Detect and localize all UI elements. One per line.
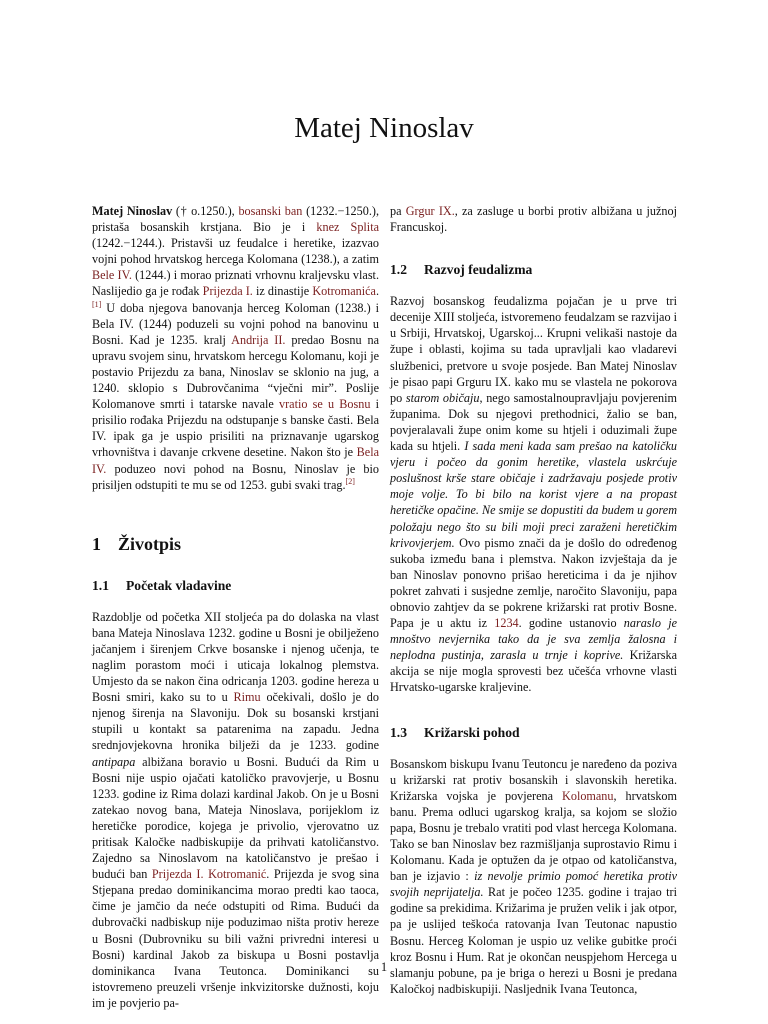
- section-heading-zivotpis: [92, 533, 379, 555]
- subsection-number: 1.3: [390, 724, 407, 740]
- text: Križarska akcija se nije mogla sprovesti bez učešća vrhovne vlasti Hrvatsko-ugarske kraljevine.: [390, 648, 677, 695]
- reference-2[interactable]: [2]: [345, 476, 355, 486]
- subsection-title: Početak vladavine: [126, 577, 232, 593]
- subsection-title: Križarski pohod: [424, 724, 520, 740]
- link-knez-splita[interactable]: knez Splita: [316, 220, 379, 235]
- link-bela-iv-2[interactable]: Bela IV.: [92, 445, 379, 476]
- reference-1[interactable]: [1]: [92, 299, 102, 309]
- link-bosanski-ban[interactable]: bosanski ban: [238, 204, 303, 218]
- italic-quote: I sada meni kada sam prešao na katoličku vjeru i počeo da gonim heretike, vlastela uskrćuje poslušnost krše stare običaje i zadržavaju posjede protiv moje volje. To bi bilo na korist vjere a na propast heretičke opačine. Ne smije se dopustiti da budem u gorem položaju nego što su bili moji preci zaraženi heretičkim krivovjerjem.: [390, 439, 678, 550]
- text: , hrvatskom banu. Prema odluci ugarskog kralja, sa kojom se složio papa, Bosnu je trebalo vratiti pod vlast hercega Kolomana. Tako se ban Ninoslav bez razmišljanja suprostavio Rimu i Kolomanu. Kada je optužen da je otpao od katoličanstva, ban je izjavio :: [390, 788, 677, 884]
- text: U doba njegova banovanja herceg Koloman (1238.) i Bela IV. (1244) poduzeli su vojni pohod na banovinu u Bosni. Kad je 1235. kralj: [92, 300, 379, 347]
- subsection-title: Razvoj feudalizma: [424, 262, 533, 278]
- link-kotromanica[interactable]: Kotromanića: [312, 284, 376, 299]
- text: , za zasluge u borbi protiv albižana u južnoj Francuskoj.: [390, 204, 677, 235]
- text: albižana boravio u Bosni. Budući da Rim u Bosni nije uspio ojačati katoličko pravovjerje, u Bosnu 1233. godine iz Rima dolazi kardinal Jakob. On je u Bosni zatekao novog bana, Mateja Ninoslava, porijeklom iz heretičke porodice, kojega je privolio, vjerovatno uz pritisak Kaločke nadbiskupije da prihvati katoličanstvo. Zajedno sa Ninoslavom na katoličanstvo je prešao i budući ban: [92, 754, 379, 882]
- left-column: [92, 203, 379, 1011]
- section-title: Životpis: [118, 533, 182, 554]
- text: predao Bosnu na upravu svojem sinu, hrvatskom hercegu Kolomanu, koji je postavio Prijezdu za bana, Ninoslav se sklonio na jug, a 1240. sklopio s Dubrovčanima “vječni mir”. Poslije Kolomanove smrti i tatarske navale: [92, 332, 379, 412]
- link-bela-iv[interactable]: Bele IV.: [92, 268, 132, 283]
- page-number: 1: [380, 960, 388, 974]
- link-prijezda-i[interactable]: Prijezda I.: [202, 284, 253, 299]
- subsection-number: 1.2: [390, 262, 407, 278]
- subject-name: Matej Ninoslav: [92, 204, 173, 218]
- text: i prisilio rođaka Prijezdu na odstupanje s banske časti. Bela IV. ipak ga je uspio prisiliti na priznavanje ugarskog vrhovništva i davanje crkvene desetine. Nakon što je: [92, 397, 379, 460]
- text: . Prijezda je svog sina Stjepana predao dominikancima morao predti kao taoca, čime je jamčio da neće odstupiti od Rima. Budući da dubrovački nadbiskup nije poduzimao ništa protiv hereze u Bosni (Dubrovniku su bili važni privredni interesi u Bosni) kardinal Jakob za biskupa u Bosni postavlja dominikanca Ivana Teutonca. Dominikanci su istovremeno preuzeli vršenje inkvizitorske dužnosti, koju im je povjerio pa-: [92, 867, 379, 1010]
- text: († o.1250.),: [172, 204, 239, 218]
- italic-text: antipapa: [92, 754, 136, 769]
- italic-quote: iz nevolje primio pomoć heretika protiv svojih neprijatelja.: [390, 869, 678, 900]
- page-title: Matej Ninoslav: [294, 112, 474, 144]
- subsection-heading-krizarski-pohod: [390, 724, 677, 742]
- text: Ovo pismo znači da je došlo do određenog sukoba između bana i plemstva. Nakon izvještaja da je ban Ninoslav ponovno prišao hereticima i da je njihov pokret zahvati i susjedne zemlje, naročito Slavoniju, papa obnovio zahtjev da se pokrene križarski rat protiv Bosne. Papa je u aktu iz: [390, 535, 677, 631]
- continued-paragraph: [390, 203, 677, 235]
- text: Razvoj bosanskog feudalizma pojačan je u prve tri decenije XIII stoljeća, istvoremeno feudalzam se razvijao i u Srbiji, Hrvatskoj, Ugarskoj... Krupni velikaši nastoje da župe i oblasti, kojima su tada upravljali kao vladarevi službenici, pretvore u svoje posjede. Ban Matej Ninoslav je pisao papi Grguru IX. kako mu se vlastela ne pokorova po: [390, 294, 677, 405]
- link-vratio-se-u-bosnu[interactable]: vratio se u Bosnu: [279, 397, 371, 412]
- link-grgur-ix[interactable]: Grgur IX.: [405, 204, 455, 218]
- section-number: 1: [92, 533, 101, 554]
- text: (1242.−1244.). Pristavši uz feudalce i heretike, izazvao vojni pohod hrvatskog hercega Kolomana (1238.), a zatim: [92, 236, 379, 267]
- paragraph-razvoj-feudalizma: [390, 293, 677, 695]
- link-andrija-ii[interactable]: Andrija II.: [231, 332, 286, 347]
- paragraph-pocetak-vladavine: [92, 609, 379, 1011]
- text: . godine ustanovio: [518, 616, 624, 631]
- text: .: [375, 284, 379, 299]
- text: , nego samostalnoupravljaju povjerenim županima. Dok su njegovi prethodnici, žalio se ban, povjeralavali župe onim kome su htjeli i oduzimali župe kada su htjeli.: [390, 390, 677, 454]
- text: Razdoblje od početka XII stoljeća pa do dolaska na vlast bana Mateja Ninoslava 1232. godine u Bosni je obilježeno jačanjem i širenjem Crkve bosanske i njenog učenja, te naglim porastom moći i uticaja lokalnog plemstva. Umjesto da se nakon čina odricanja 1203. godine hereza u Bosni smiri, kako su to u: [92, 609, 379, 705]
- text: (1232.−1250.), pristaša bosanskih krstjana. Bio je i: [92, 204, 379, 235]
- link-1234[interactable]: 1234: [494, 616, 519, 631]
- link-rimu[interactable]: Rimu: [233, 690, 261, 705]
- text: očekivali, došlo je do njenog širenja na Slavoniju. Dok su bosanski krstjani stupili u kontakt sa patarenima na zapadu. Jedna srednjovjekovna hronika bilježi da je 1233. godine: [92, 690, 379, 753]
- text: Bosanskom biskupu Ivanu Teutoncu je naređeno da poziva u križarski rat protiv bosanskih i slavonskih heretika. Križarska vojska je povjerena: [390, 756, 677, 803]
- text: (1244.) i morao priznati vrhovnu kraljevsku vlast. Naslijedio ga je rođak: [92, 268, 379, 299]
- subsection-heading-pocetak-vladavine: [92, 577, 379, 595]
- text: pa: [390, 204, 406, 218]
- subsection-number: 1.1: [92, 577, 109, 593]
- intro-paragraph: [92, 203, 379, 493]
- subsection-heading-razvoj-feudalizma: [390, 261, 677, 279]
- link-kolomanu[interactable]: Kolomanu: [562, 788, 614, 803]
- link-prijezda-i-kotromanic[interactable]: Prijezda I. Kotromanić: [151, 867, 267, 882]
- italic-text: starom običaju: [405, 390, 480, 405]
- right-column: [390, 203, 677, 997]
- text: Rat je počeo 1235. godine i trajao tri godine sa prekidima. Križarima je pružen velik i jak otpor, pa je uslijed teškoća ratovanja Ivan Teutonac napustio Bosnu. Herceg Koloman je uspio uz velike gubitke proći kroz Bosnu i Hum. Rat je okončan neuspjehom Hercega u slamanju pobune, pa je briga o herezi u Bosni je predana Kaločkoj nadbiskupiji. Nasljednik Ivana Teutonca,: [390, 885, 678, 996]
- text: iz dinastije: [252, 284, 313, 299]
- text: poduzeo novi pohod na Bosnu, Ninoslav je bio prisiljen odstupiti te mu se od 1253. gubi svaki trag.: [92, 461, 379, 492]
- italic-quote: naraslo je mnoštvo nevjernika tako da je sva zemlja žalosna i neplodna pustinja, zarasla u trnje i koprive.: [390, 616, 678, 663]
